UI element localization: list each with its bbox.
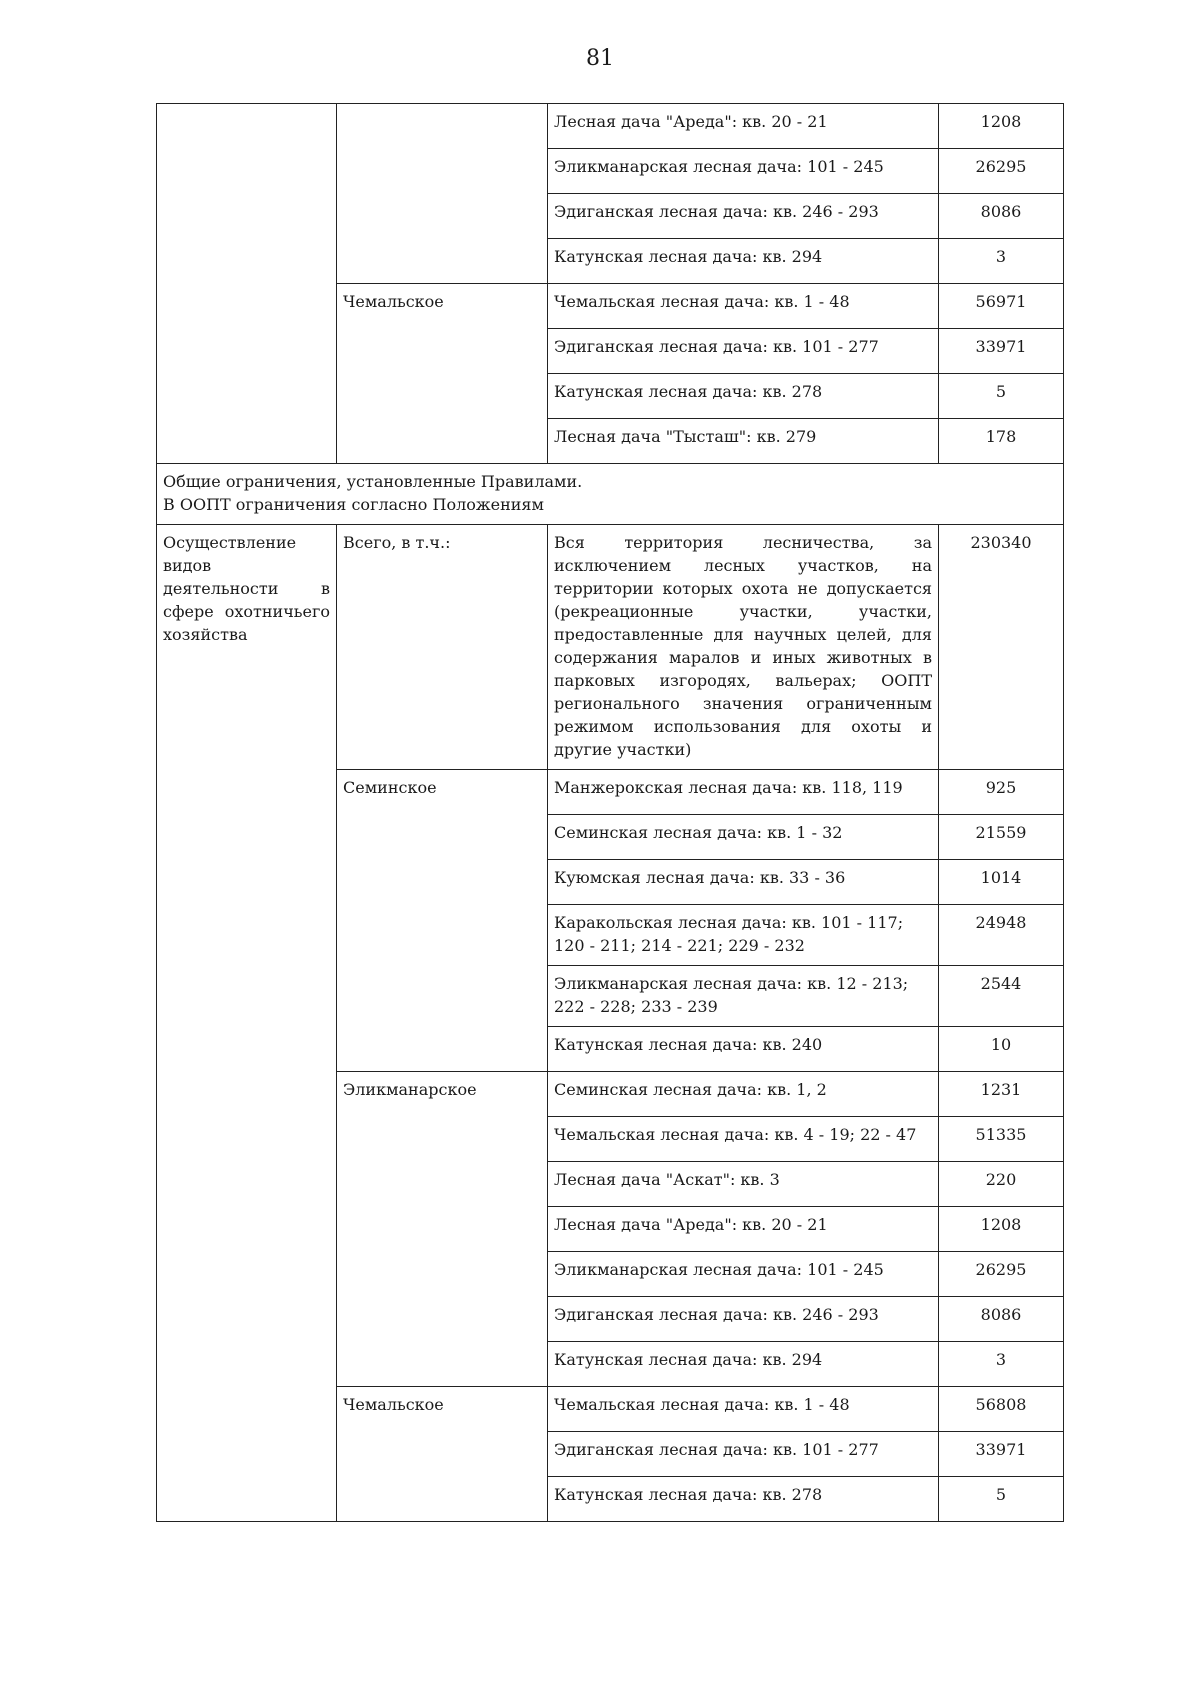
district-name: Семинское [337,770,548,1072]
forest-desc: Семинская лесная дача: кв. 1 - 32 [548,815,939,860]
forest-desc: Эдиганская лесная дача: кв. 101 - 277 [548,1432,939,1477]
forest-desc: Чемальская лесная дача: кв. 1 - 48 [548,284,939,329]
area-value: 2544 [939,966,1064,1027]
forest-desc: Куюмская лесная дача: кв. 33 - 36 [548,860,939,905]
forest-desc: Эдиганская лесная дача: кв. 246 - 293 [548,194,939,239]
forest-desc: Лесная дача "Ареда": кв. 20 - 21 [548,1207,939,1252]
forest-desc: Эдиганская лесная дача: кв. 246 - 293 [548,1297,939,1342]
area-value: 26295 [939,1252,1064,1297]
page-number: 81 [586,46,614,71]
area-value: 56971 [939,284,1064,329]
area-value: 1014 [939,860,1064,905]
area-value: 26295 [939,149,1064,194]
area-value: 1208 [939,1207,1064,1252]
forest-desc: Эликманарская лесная дача: кв. 12 - 213; 222 - 228; 233 - 239 [548,966,939,1027]
area-value: 3 [939,239,1064,284]
district-name: Чемальское [337,284,548,464]
area-value: 24948 [939,905,1064,966]
table-row [157,104,1064,149]
activity-name: Осуществление видов деятельности в сфере охотничьего хозяйства [157,525,337,1522]
area-value: 21559 [939,815,1064,860]
area-value: 33971 [939,1432,1064,1477]
area-value: 10 [939,1027,1064,1072]
restrictions-table [156,103,1064,1522]
forest-desc: Чемальская лесная дача: кв. 1 - 48 [548,1387,939,1432]
forest-desc: Катунская лесная дача: кв. 240 [548,1027,939,1072]
forest-desc: Семинская лесная дача: кв. 1, 2 [548,1072,939,1117]
area-value: 178 [939,419,1064,464]
general-note-row [157,464,1064,525]
district-name: Эликманарское [337,1072,548,1387]
area-value: 8086 [939,1297,1064,1342]
area-value: 33971 [939,329,1064,374]
forest-desc: Лесная дача "Тысташ": кв. 279 [548,419,939,464]
area-value: 56808 [939,1387,1064,1432]
area-value: 5 [939,374,1064,419]
forest-desc: Катунская лесная дача: кв. 294 [548,1342,939,1387]
forest-desc: Каракольская лесная дача: кв. 101 - 117; 120 - 211; 214 - 221; 229 - 232 [548,905,939,966]
area-value: 8086 [939,194,1064,239]
area-value: 51335 [939,1117,1064,1162]
forest-desc: Эликманарская лесная дача: 101 - 245 [548,149,939,194]
area-value: 5 [939,1477,1064,1522]
forest-desc: Эдиганская лесная дача: кв. 101 - 277 [548,329,939,374]
forest-desc: Лесная дача "Аскат": кв. 3 [548,1162,939,1207]
forest-desc: Катунская лесная дача: кв. 278 [548,374,939,419]
area-value: 1208 [939,104,1064,149]
area-value: 220 [939,1162,1064,1207]
total-area: 230340 [939,525,1064,770]
total-label: Всего, в т.ч.: [337,525,548,770]
table-row [157,525,1064,770]
general-note: Общие ограничения, установленные Правилами. В ООПТ ограничения согласно Положениям [157,464,1064,525]
district-cell-empty [337,104,548,284]
area-value: 925 [939,770,1064,815]
forest-desc: Лесная дача "Ареда": кв. 20 - 21 [548,104,939,149]
area-value: 3 [939,1342,1064,1387]
activity-cell-empty [157,104,337,464]
total-description: Вся территория лесничества, за исключением лесных участков, на территории которых охота не допускается (рекреационные участки, участки, предоставленные для научных целей, для содержания маралов и иных животных в парковых изгородях, вальерах; ООПТ регионального значения ограниченным режимом использования для охоты и другие участки) [548,525,939,770]
forest-desc: Чемальская лесная дача: кв. 4 - 19; 22 - 47 [548,1117,939,1162]
forest-desc: Катунская лесная дача: кв. 294 [548,239,939,284]
forest-desc: Катунская лесная дача: кв. 278 [548,1477,939,1522]
district-name: Чемальское [337,1387,548,1522]
forest-desc: Манжерокская лесная дача: кв. 118, 119 [548,770,939,815]
forest-desc: Эликманарская лесная дача: 101 - 245 [548,1252,939,1297]
area-value: 1231 [939,1072,1064,1117]
